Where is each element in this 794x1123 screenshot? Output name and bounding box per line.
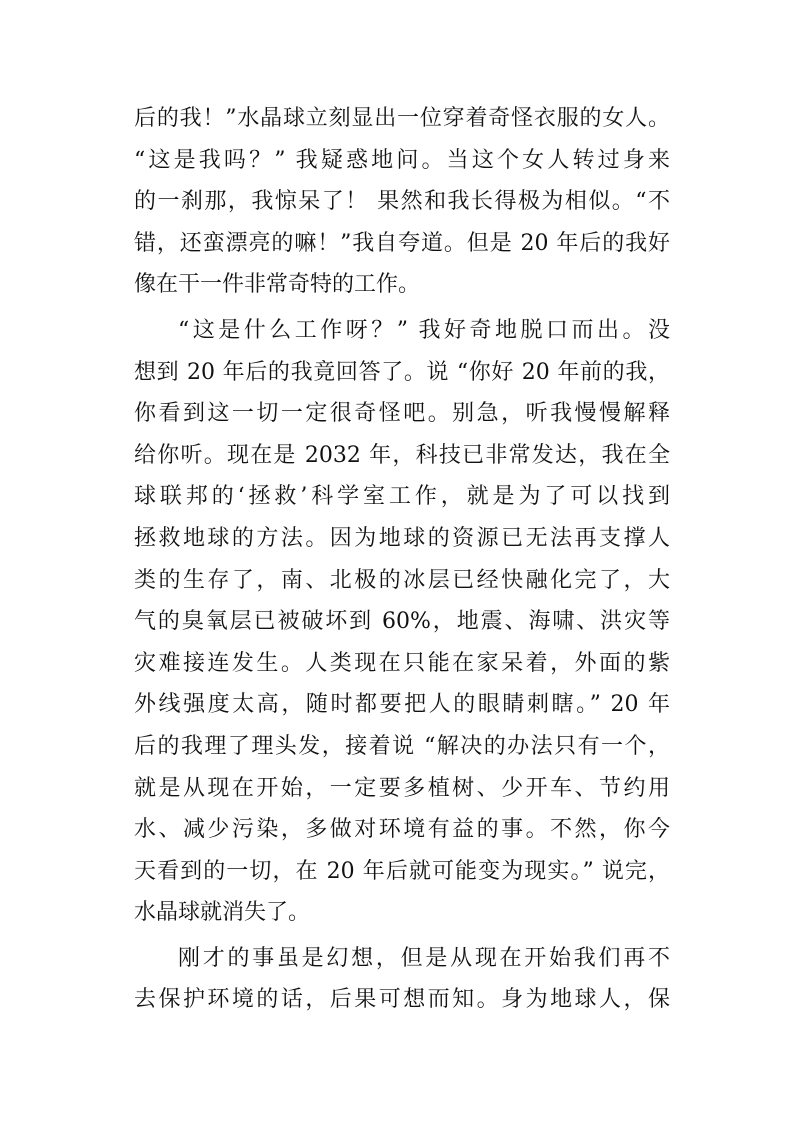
- text-line: “这是我吗？” 我疑惑地问。当这个女人转过身来: [134, 147, 670, 173]
- text-line: 想到 20 年后的我竟回答了。说 “你好 20 年前的我，: [134, 359, 670, 385]
- text-line: 拯救地球的方法。因为地球的资源已无法再支撑人: [134, 525, 670, 551]
- text-line: 球联邦的‘拯救’科学室工作，就是为了可以找到: [134, 484, 670, 510]
- text-line: 的一刹那，我惊呆了！ 果然和我长得极为相似。“不: [134, 189, 670, 215]
- text-line: 错，还蛮漂亮的嘛！”我自夸道。但是 20 年后的我好: [134, 230, 670, 256]
- essay-text: [134, 98, 670, 1021]
- text-line: 后的我！”水晶球立刻显出一位穿着奇怪衣服的女人。: [134, 106, 670, 131]
- text-line: 像在干一件非常奇特的工作。: [134, 272, 421, 298]
- text-line: 就是从现在开始，一定要多植树、少开车、节约用: [134, 775, 670, 801]
- paragraph-2: [134, 310, 670, 934]
- text-line: 天看到的一切，在 20 年后就可能变为现实。” 说完，: [134, 858, 670, 884]
- text-line: 水、减少污染，多做对环境有益的事。不然，你今: [134, 817, 670, 843]
- text-line: 气的臭氧层已被破坏到 60%，地震、海啸、洪灾等: [134, 609, 670, 635]
- paragraph-3: [134, 938, 670, 1021]
- text-line: 灾难接连发生。人类现在只能在家呆着，外面的紫: [134, 650, 670, 676]
- text-line: 类的生存了，南、北极的冰层已经快融化完了，大: [134, 567, 670, 593]
- text-line: 外线强度太高，随时都要把人的眼睛刺瞎。” 20 年: [134, 692, 670, 718]
- text-line: “这是什么工作呀？” 我好奇地脱口而出。没: [178, 317, 670, 343]
- text-line: 给你听。现在是 2032 年，科技已非常发达，我在全: [134, 442, 670, 468]
- text-line: 去保护环境的话，后果可想而知。身为地球人，保: [134, 987, 670, 1013]
- text-line: 你看到这一切一定很奇怪吧。别急，听我慢慢解释: [134, 401, 670, 427]
- paragraph-1: [134, 98, 670, 306]
- text-line: 刚才的事虽是幻想，但是从现在开始我们再不: [178, 945, 670, 971]
- text-line: 水晶球就消失了。: [134, 900, 311, 926]
- text-line: 后的我理了理头发，接着说 “解决的办法只有一个，: [134, 733, 670, 759]
